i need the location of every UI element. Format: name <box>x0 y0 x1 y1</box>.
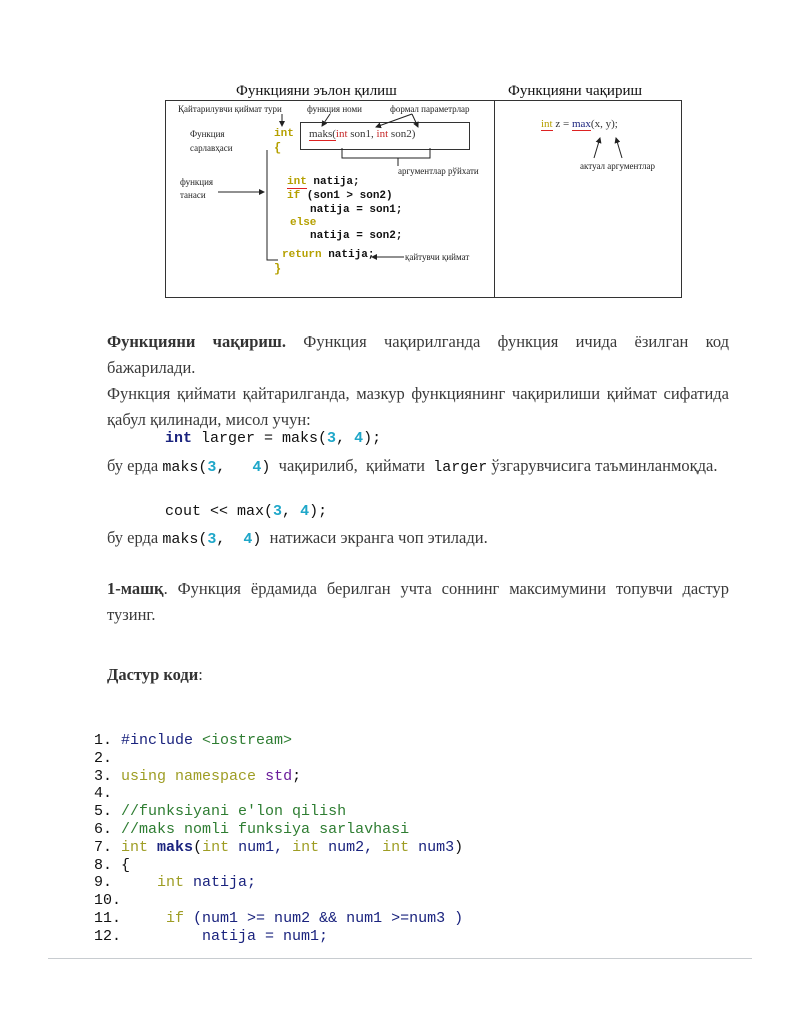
body-line-6: return natija; <box>282 249 375 261</box>
listing-line-4: 4. <box>94 785 113 803</box>
listing-line-3: 3. using namespace std; <box>94 767 302 785</box>
page-bottom-divider <box>48 958 752 959</box>
label-actual-args: актуал аргументлар <box>580 161 656 171</box>
close-brace: } <box>274 262 282 276</box>
label-header-1: Функция <box>190 129 225 139</box>
body-line-1: int natija; <box>287 176 360 188</box>
listing-line-5: 5. //funksiyani e'lon qilish <box>94 803 347 821</box>
paragraph-heading: Функцияни чақириш. <box>107 332 286 351</box>
paragraph-explain-2: бу ерда maks(3, 4) натижаси экранга чоп этилади. <box>107 528 488 548</box>
open-brace: { <box>274 141 282 155</box>
code-example-2: cout << max(3, 4); <box>165 503 328 520</box>
label-return-type: Қайтарилувчи қиймат тури <box>178 104 282 114</box>
label-function-name: функция номи <box>307 104 362 114</box>
return-type-keyword: int <box>274 128 294 140</box>
listing-line-9: 9. int natija; <box>94 874 257 892</box>
exercise-label: 1-машқ <box>107 579 164 598</box>
listing-line-1: 1. #include <iostream> <box>94 732 293 749</box>
label-body-2: танаси <box>180 190 206 200</box>
body-line-2: if (son1 > son2) <box>287 190 393 202</box>
function-diagram <box>0 0 800 310</box>
listing-line-2: 2. <box>94 749 113 767</box>
label-body-1: функция <box>180 177 214 187</box>
paragraph-function-call: Функцияни чақириш. Функция чақирилганда функция ичида ёзилган код бажарилади. <box>107 332 730 377</box>
exercise-1: 1-машқ. Функция ёрдамида берилган учта соннинг максимумини топувчи дастур тузинг. <box>107 579 729 624</box>
label-return-value: қайтувчи қиймат <box>405 252 470 262</box>
label-formal-params: формал параметрлар <box>390 104 470 114</box>
diagram-title-call: Функцияни чақириш <box>508 83 643 99</box>
label-header-2: сарлавҳаси <box>190 143 233 153</box>
body-line-4: else <box>290 217 317 229</box>
listing-line-10: 10. <box>94 892 122 910</box>
listing-line-6: 6. //maks nomli funksiya sarlavhasi <box>94 821 410 838</box>
body-line-3: natija = son1; <box>310 204 403 216</box>
diagram-arrows <box>0 0 800 310</box>
listing-line-7: 7. int maks(int num1, int num2, int num3) <box>94 838 464 856</box>
signature: maks(int son1, int son2) <box>309 128 416 140</box>
listing-line-11: 11. if (num1 >= num2 && num1 >=num3 ) <box>94 910 464 927</box>
body-line-5: natija = son2; <box>310 230 403 242</box>
paragraph-return-value: Функция қиймати қайтарилганда, мазкур функциянинг чақирилиши қиймат сифатида қабул қилинади, мисол учун: <box>107 384 729 429</box>
paragraph-explain-1: бу ерда maks(3, 4) чақирилиб, қиймати larger ўзгарувчисига таъминланмоқда. <box>107 456 718 476</box>
listing-line-12: 12. natija = num1; <box>94 927 329 945</box>
call-expression: int z = max(x, y); <box>541 118 618 130</box>
code-heading: Дастур коди: <box>107 665 203 684</box>
diagram-title-declaration: Функцияни эълон қилиш <box>236 83 397 99</box>
code-example-1: int larger = maks(3, 4); <box>165 430 382 447</box>
label-argument-list: аргументлар рўйхати <box>398 166 479 176</box>
listing-line-8: 8. { <box>94 856 131 874</box>
